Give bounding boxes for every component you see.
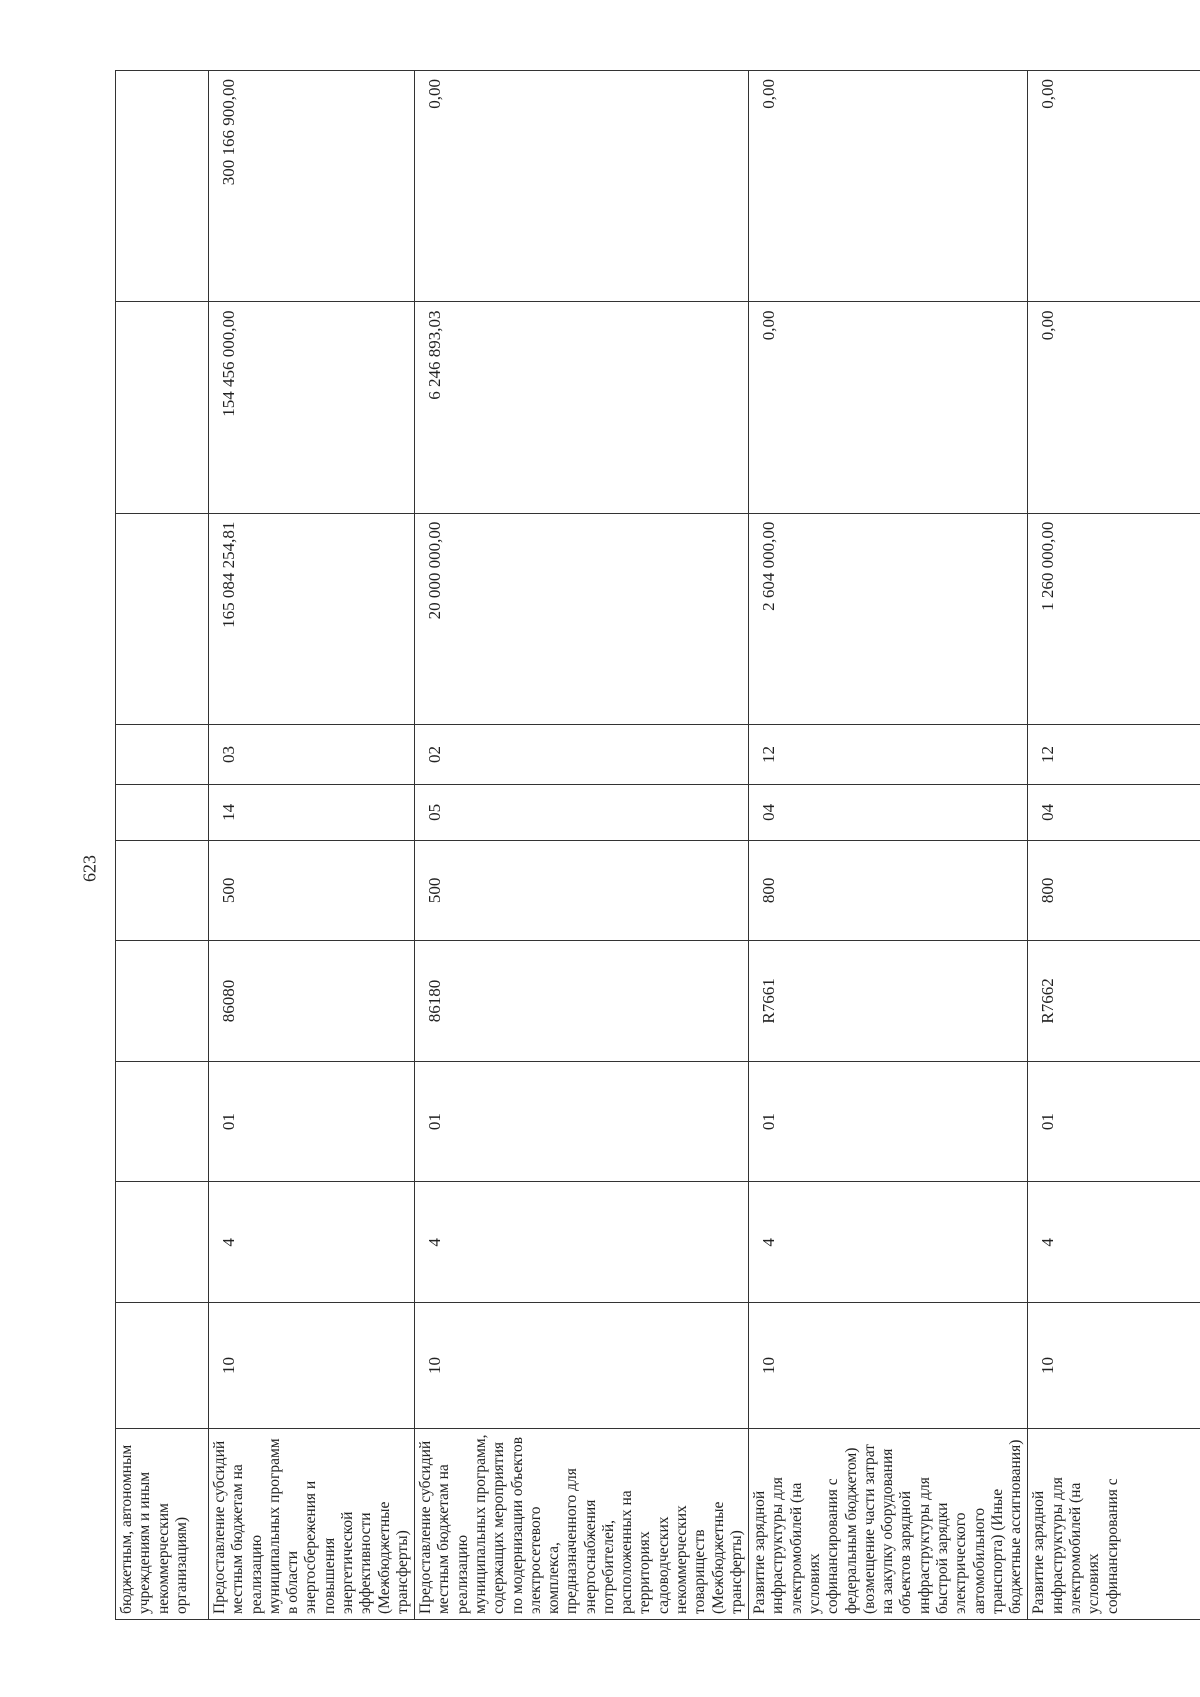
table-row xyxy=(116,71,209,1620)
code-cell xyxy=(116,1182,209,1303)
code-cell: 4 xyxy=(415,1182,749,1303)
amount-cell: 154 456 000,00 xyxy=(209,302,415,513)
budget-table xyxy=(115,70,1200,1620)
code-cell: 800 xyxy=(749,840,1028,941)
row-description: Развитие зарядной инфраструктуры для электромобилей (на условиях софинансирования с xyxy=(1028,1428,1200,1619)
code-cell: 10 xyxy=(209,1303,415,1429)
code-cell xyxy=(116,1303,209,1429)
amount-cell: 0,00 xyxy=(1028,71,1200,302)
amount-cell: 0,00 xyxy=(749,71,1028,302)
code-cell: 12 xyxy=(1028,724,1200,784)
table-row xyxy=(415,71,749,1620)
table-row xyxy=(1028,71,1200,1620)
code-cell: 10 xyxy=(1028,1303,1200,1429)
row-description: бюджетным, автономным учреждениям и иным некоммерческим организациям) xyxy=(116,1428,209,1619)
code-cell: 4 xyxy=(209,1182,415,1303)
code-cell: 04 xyxy=(1028,785,1200,840)
amount-cell: 20 000 000,00 xyxy=(415,513,749,724)
code-cell xyxy=(116,724,209,784)
amount-cell: 0,00 xyxy=(415,71,749,302)
amount-cell: 2 604 000,00 xyxy=(749,513,1028,724)
code-cell: 10 xyxy=(749,1303,1028,1429)
amount-cell: 165 084 254,81 xyxy=(209,513,415,724)
table-row xyxy=(749,71,1028,1620)
amount-cell: 0,00 xyxy=(749,302,1028,513)
budget-table-rotated xyxy=(115,70,1121,1620)
code-cell: 4 xyxy=(749,1182,1028,1303)
code-cell: 01 xyxy=(415,1061,749,1182)
amount-cell xyxy=(116,71,209,302)
code-cell: 01 xyxy=(1028,1061,1200,1182)
amount-cell: 1 260 000,00 xyxy=(1028,513,1200,724)
code-cell: R7662 xyxy=(1028,941,1200,1062)
code-cell: 01 xyxy=(749,1061,1028,1182)
code-cell: 86080 xyxy=(209,941,415,1062)
row-description: Предоставление субсидий местным бюджетам на реализацию муниципальных программ, содержащих мероприятия по модернизации объектов электросетевого комплекса, предназначенного для энергоснабжения потребителей, расположенных на территориях садоводческих некоммерческих товариществ (Межбюджетные трансферты) xyxy=(415,1428,749,1619)
code-cell: 4 xyxy=(1028,1182,1200,1303)
code-cell xyxy=(116,840,209,941)
code-cell: 14 xyxy=(209,785,415,840)
row-description: Развитие зарядной инфраструктуры для электромобилей (на условиях софинансирования с федеральным бюджетом) (возмещение части затрат на закупку оборудования объектов зарядной инфраструктуры для быстрой зарядки электрического автомобильного транспорта) (Иные бюджетные ассигнования) xyxy=(749,1428,1028,1619)
code-cell: 500 xyxy=(415,840,749,941)
code-cell: 03 xyxy=(209,724,415,784)
amount-cell xyxy=(116,513,209,724)
row-description: Предоставление субсидий местным бюджетам на реализацию муниципальных программ в области энергосбережения и повышения энергетической эффективности (Межбюджетные трансферты) xyxy=(209,1428,415,1619)
code-cell: 04 xyxy=(749,785,1028,840)
code-cell xyxy=(116,941,209,1062)
amount-cell: 6 246 893,03 xyxy=(415,302,749,513)
code-cell xyxy=(116,1061,209,1182)
code-cell xyxy=(116,785,209,840)
code-cell: 12 xyxy=(749,724,1028,784)
amount-cell: 300 166 900,00 xyxy=(209,71,415,302)
amount-cell xyxy=(116,302,209,513)
page-number: 623 xyxy=(79,855,100,882)
code-cell: R7661 xyxy=(749,941,1028,1062)
code-cell: 10 xyxy=(415,1303,749,1429)
code-cell: 01 xyxy=(209,1061,415,1182)
code-cell: 02 xyxy=(415,724,749,784)
code-cell: 500 xyxy=(209,840,415,941)
code-cell: 86180 xyxy=(415,941,749,1062)
amount-cell: 0,00 xyxy=(1028,302,1200,513)
table-row xyxy=(209,71,415,1620)
code-cell: 800 xyxy=(1028,840,1200,941)
code-cell: 05 xyxy=(415,785,749,840)
